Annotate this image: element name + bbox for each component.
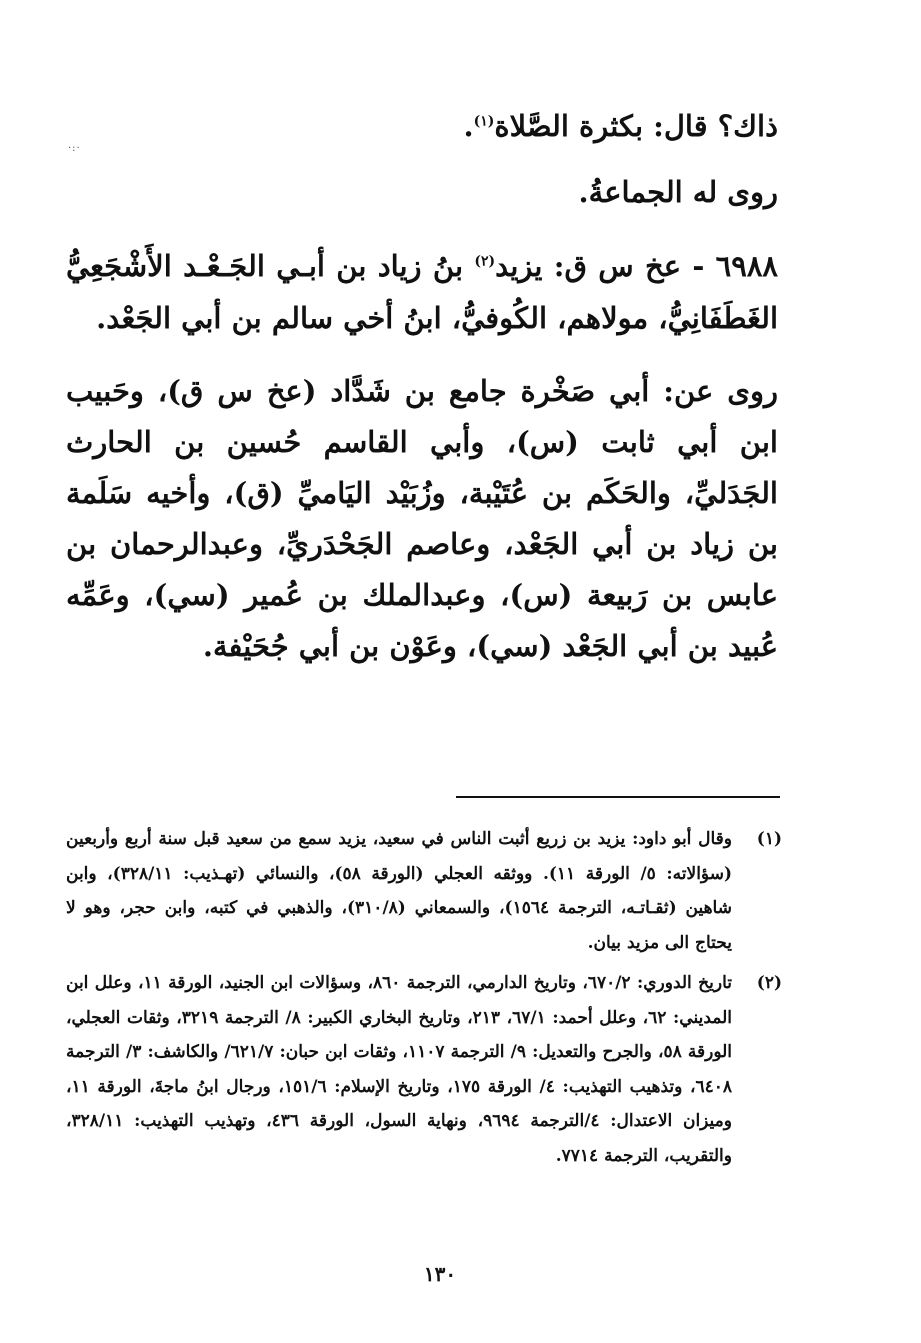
biography-entry bbox=[66, 240, 778, 344]
footnote-1 bbox=[66, 822, 782, 960]
page-number: ١٣٠ bbox=[423, 1262, 457, 1286]
footnote-number: (٢) bbox=[756, 973, 782, 993]
continuation-text: ذاك؟ قال: بكثرة الصَّلاة bbox=[494, 109, 778, 143]
footnote-ref-1: (١) bbox=[473, 113, 495, 130]
footnote-text: وقال أبو داود: يزيد بن زريع أثبت الناس في سعيد، يزيد سمع من سعيد قبل سنة أربع وأربعين (سؤالاته: ٥/ الورقة ١١). ووثقه العجلي (الورقة ٥٨)، والنسائي (تهـذيب: ٣٢٨/١١)، وابن شاهين (ثقـاتـه، الترجمة ١٥٦٤)، والسمعاني (٣١٠/٨)، والذهبي في كتبه، وابن حجر، وهو لا يحتاج الى مزيد بيان. bbox=[66, 829, 732, 953]
footnote-2 bbox=[66, 966, 782, 1173]
rawa-line: روى له الجماعةُ. bbox=[578, 175, 778, 209]
entry-number: ٦٩٨٨ - عخ س ق: bbox=[553, 249, 778, 283]
footnote-ref-2: (٢) bbox=[474, 253, 496, 270]
ink-speck: ·:· bbox=[68, 143, 81, 154]
entry-lineage: بنُ زياد بن أبـي الجَـعْـد الأَشْجَعِيُّ الغَطَفَانِيُّ، مولاهم، الكُوفيُّ، ابنُ أخي سالم بن أبي الجَعْد. bbox=[66, 249, 778, 335]
footnotes bbox=[66, 822, 782, 1179]
entry-name: يزيد bbox=[495, 249, 543, 283]
narrators-paragraph: روى عن: أبي صَخْرة جامع بن شَدَّاد (عخ س ق)، وحَبيب ابن أبي ثابت (س)، وأبي القاسم حُسين بن الحارث الجَدَليِّ، والحَكَم بن عُتَيْبة، وزُبَيْد اليَاميِّ (ق)، وأخيه سَلَمة بن زياد بن أبي الجَعْد، وعاصم الجَحْدَريِّ، وعبدالرحمان بن عابس بن رَبيعة (س)، وعبدالملك بن عُمير (سي)، وعَمِّه عُبيد بن أبي الجَعْد (سي)، وعَوْن بن أبي جُحَيْفة. bbox=[66, 374, 778, 663]
main-text bbox=[66, 100, 778, 672]
footnote-number: (١) bbox=[756, 829, 782, 849]
continuation-line bbox=[66, 100, 778, 152]
continuation-end: . bbox=[463, 109, 474, 143]
footnote-text: تاريخ الدوري: ٦٧٠/٢، وتاريخ الدارمي، الترجمة ٨٦٠، وسؤالات ابن الجنيد، الورقة ١١، وعلل ابن المديني: ٦٢، وعلل أحمد: ٦٧/١، ٢١٣، وتاريخ البخاري الكبير: ٨/ الترجمة ٣٢١٩، وثقات العجلي، الورقة ٥٨، والجرح والتعديل: ٩/ الترجمة ١١٠٧، وثقات ابن حبان: ٦٢١/٧/ والكاشف: ٣/ الترجمة ٦٤٠٨، وتذهيب التهذيب: ٤/ الورقة ١٧٥، وتاريخ الإسلام: ١٥١/٦، ورجال ابنُ ماجةَ، الورقة ١١، وميزان الاعتدال: ٤/الترجمة ٩٦٩٤، ونهاية السول، الورقة ٤٣٦، وتهذيب التهذيب: ٣٢٨/١١، والتقريب، الترجمة ٧٧١٤. bbox=[66, 973, 733, 1166]
footnote-separator bbox=[456, 796, 780, 798]
